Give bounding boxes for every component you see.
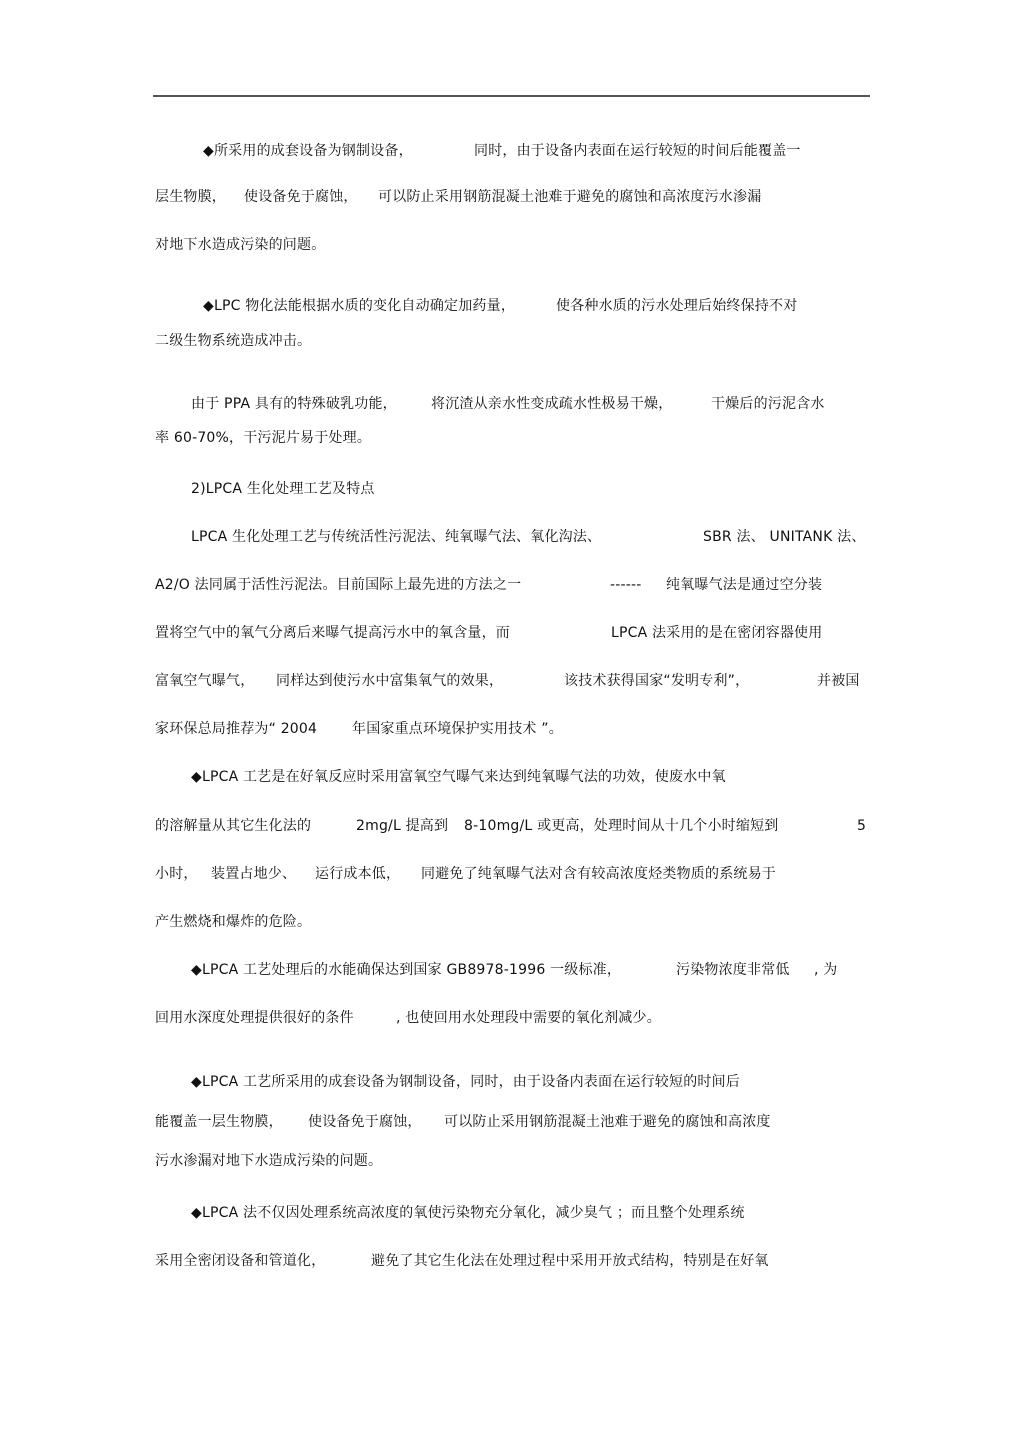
text-line: 富氧空气曝气， — [155, 673, 255, 689]
text-line: ◆LPC 物化法能根据水质的变化自动确定加药量， — [203, 298, 516, 314]
text-line: 2mg/L 提高到 — [356, 818, 449, 834]
text-line: , 也使回用水处理段中需要的氧化剂减少。 — [396, 1010, 661, 1026]
text-line: 年国家重点环境保护实用技术 ”。 — [352, 721, 563, 737]
text-line: 由于 PPA 具有的特殊破乳功能， — [191, 396, 397, 412]
text-line: ◆LPCA 工艺处理后的水能确保达到国家 GB8978-1996 一级标准， — [191, 962, 622, 978]
text-line: SBR 法、 UNITANK 法、 — [703, 529, 866, 545]
text-line: 同时，由于设备内表面在运行较短的时间后能覆盖一 — [474, 143, 801, 159]
text-line: 并被国 — [817, 673, 860, 689]
text-line: 干燥后的污泥含水 — [711, 396, 825, 412]
text-line: 采用全密闭设备和管道化， — [155, 1253, 326, 1269]
text-line: ◆所采用的成套设备为钢制设备， — [203, 143, 413, 159]
text-line: 层生物膜， — [155, 189, 226, 205]
text-line: 该技术获得国家“发明专利”， — [564, 673, 750, 689]
text-line: 污染物浓度非常低 — [676, 962, 790, 978]
text-line: 能覆盖一层生物膜， — [155, 1114, 283, 1130]
text-line: 可以防止采用钢筋混凝土池难于避免的腐蚀和高浓度 — [444, 1114, 771, 1130]
text-line: 5 — [857, 818, 867, 834]
text-line: 回用水深度处理提供很好的条件 — [155, 1010, 354, 1026]
text-line: 使各种水质的污水处理后始终保持不对 — [556, 298, 798, 314]
text-line: , 为 — [814, 962, 838, 978]
text-line: 污水渗漏对地下水造成污染的问题。 — [155, 1153, 383, 1169]
text-line: ◆LPCA 工艺是在好氧反应时采用富氧空气曝气来达到纯氧曝气法的功效，使废水中氧 — [191, 769, 726, 785]
text-line: 使设备免于腐蚀， — [308, 1114, 422, 1130]
text-line: A2/O 法同属于活性污泥法。目前国际上最先进的方法之一 — [155, 577, 522, 593]
text-line: 置将空气中的氧气分离后来曝气提高污水中的氧含量，而 — [155, 625, 510, 641]
text-line: 率 60-70%，干污泥片易于处理。 — [155, 430, 372, 446]
text-line: 同避免了纯氧曝气法对含有较高浓度烃类物质的系统易于 — [421, 866, 776, 882]
header-rule — [153, 95, 870, 97]
text-line: ◆LPCA 法不仅因处理系统高浓度的氧使污染物充分氧化，减少臭气 ；而且整个处理系统 — [191, 1205, 745, 1221]
text-line: 家环保总局推荐为“ 2004 — [155, 721, 318, 737]
text-line: 运行成本低， — [315, 866, 401, 882]
text-line: 避免了其它生化法在处理过程中采用开放式结构，特别是在好氧 — [371, 1253, 769, 1269]
text-line: 将沉渣从亲水性变成疏水性极易干燥， — [431, 396, 673, 412]
text-line: 小时， — [155, 866, 198, 882]
text-line: 使设备免于腐蚀， — [244, 189, 358, 205]
text-line: 二级生物系统造成冲击。 — [155, 333, 312, 349]
text-line: ◆LPCA 工艺所采用的成套设备为钢制设备，同时，由于设备内表面在运行较短的时间后 — [191, 1074, 741, 1090]
text-line: 纯氧曝气法是通过空分装 — [666, 577, 823, 593]
text-line: LPCA 法采用的是在密闭容器使用 — [611, 625, 823, 641]
text-line: 同样达到使污水中富集氧气的效果， — [276, 673, 504, 689]
text-line: 装置占地少、 — [211, 866, 297, 882]
text-line: 产生燃烧和爆炸的危险。 — [155, 914, 312, 930]
text-line: 的溶解量从其它生化法的 — [155, 818, 312, 834]
section-heading: 2)LPCA 生化处理工艺及特点 — [191, 481, 375, 497]
text-line: ------ — [610, 577, 642, 593]
text-line: 对地下水造成污染的问题。 — [155, 237, 326, 253]
text-line: 8-10mg/L 或更高，处理时间从十几个小时缩短到 — [464, 818, 779, 834]
text-line: 可以防止采用钢筋混凝土池难于避免的腐蚀和高浓度污水渗漏 — [378, 189, 762, 205]
text-line: LPCA 生化处理工艺与传统活性污泥法、纯氧曝气法、氧化沟法、 — [191, 529, 602, 545]
